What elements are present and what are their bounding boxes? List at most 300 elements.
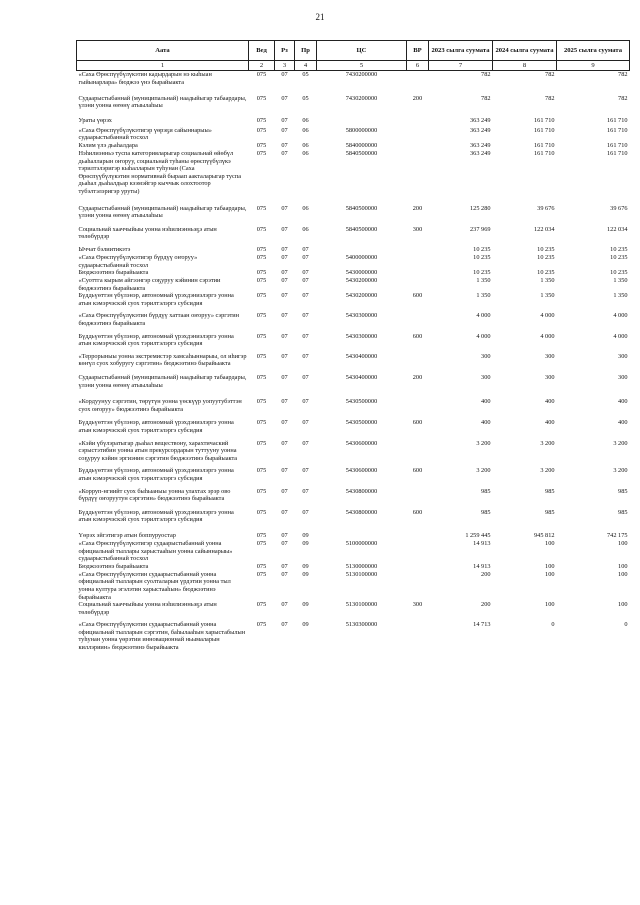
- column-number: 1: [77, 61, 249, 71]
- row-2023-cell: 10 235: [473, 245, 491, 253]
- table-row: [77, 532, 630, 540]
- row-name-cell: «Саха Өрөспүүбүлүкэтигэр судаарыстыбаннай уонна официальнай тыллары харыстааһын уонна сайыннарыы» судаарыстыбаннай тосхол: [78, 539, 233, 563]
- budget-table: [76, 40, 630, 652]
- header-vr: ВР: [407, 41, 429, 61]
- row-vr-cell: [407, 71, 429, 95]
- row-2023-cell: 10 235: [473, 269, 491, 277]
- row-name-cell: Бүддьүөттэн үбүлэнэр, автономнай үрэхдэниэлэргэ уонна атын кэмэрчэскэй суох тэрилтэлэргэ субсидия: [78, 508, 234, 524]
- row-ved-cell: 075: [256, 352, 267, 360]
- row-2024-cell: 3 200: [540, 467, 555, 475]
- row-cs-cell: 5430300000: [345, 332, 378, 340]
- row-2024-cell: 161 710: [534, 149, 555, 157]
- column-number: 2: [249, 61, 275, 71]
- row-name-cell: Бюджэээтинэ бырайыакта: [78, 562, 149, 570]
- row-rz-cell: 07: [281, 312, 288, 320]
- row-2025-cell: 300: [618, 352, 628, 360]
- table-row: [77, 621, 630, 651]
- row-2025-cell: 10 235: [610, 253, 628, 261]
- row-2024-cell: 0: [551, 621, 555, 629]
- header-ved: Вед: [249, 41, 275, 61]
- table-row: [77, 571, 630, 601]
- row-2025-cell: 985: [618, 487, 628, 495]
- row-2025-cell: 161 710: [607, 126, 628, 134]
- table-row: [77, 142, 630, 150]
- column-number: 8: [493, 61, 557, 71]
- row-2024-cell: 300: [545, 374, 555, 382]
- row-2024-cell: 400: [545, 398, 555, 406]
- row-cs-cell: 5100000000: [345, 539, 378, 547]
- row-2025-cell: 39 676: [610, 204, 628, 212]
- row-name-cell: Бүддьүөттэн үбүлэнэр, автономнай үрэхдэниэлэргэ уонна атын кэмэрчэскэй суох тэрилтэлэргэ субсидия: [78, 419, 234, 434]
- table-row: [77, 254, 630, 269]
- row-2024-cell: 100: [545, 570, 555, 578]
- row-2024-cell: 985: [545, 508, 555, 516]
- row-rz-cell: 07: [281, 601, 288, 609]
- row-2024-cell: 100: [545, 601, 555, 609]
- row-2024-cell: 782: [545, 94, 555, 102]
- row-2023-cell: 985: [481, 487, 491, 495]
- row-pr-cell: 09: [302, 570, 309, 578]
- row-rz-cell: 07: [281, 352, 288, 360]
- row-rz-cell: 07: [281, 531, 288, 539]
- table-row: [77, 292, 630, 312]
- row-2023-cell: 4 000: [476, 332, 491, 340]
- row-name-cell: Бүддьүөттэн үбүлэнэр, автономнай үрэхдэниэлэргэ уонна атын кэмэрчэскэй суох тэрилтэлэргэ субсидия: [78, 467, 234, 482]
- row-2025-cell: 4 000: [613, 332, 628, 340]
- row-2025-cell: 782: [618, 71, 628, 79]
- row-rz-cell: 07: [281, 487, 288, 495]
- table-row: [77, 226, 630, 246]
- row-pr-cell: 05: [302, 71, 309, 79]
- row-ved-cell: 075: [256, 332, 267, 340]
- row-pr-cell: 07: [302, 269, 309, 277]
- row-cs-cell: 5130100000: [345, 601, 378, 609]
- row-ved-cell: 075: [256, 116, 267, 124]
- row-2023-cell: 1 350: [476, 292, 491, 300]
- row-2024-cell: 39 676: [537, 204, 555, 212]
- row-name-cell: «Кэйи үбүлэратыгар дьаһал веществону, харахтичаский сэрыстэтибин уонна атын прекурсордарын туттууну уонна соҕуруу кэйин эргиэнин сэргэтин бюджээтинэ бырайыакта: [78, 439, 238, 462]
- row-rz-cell: 07: [281, 419, 288, 427]
- row-2025-cell: 10 235: [610, 245, 628, 253]
- row-ved-cell: 075: [256, 562, 267, 570]
- row-ved-cell: 075: [256, 487, 267, 495]
- column-number: 5: [317, 61, 407, 71]
- row-vr-cell: [407, 150, 429, 205]
- row-cs-cell: 5430600000: [345, 467, 378, 475]
- row-pr-cell: 07: [302, 312, 309, 320]
- row-name-cell: «Саха Өрөспүүбүлүкэтин кадырдарын нэ кыһыан гыйынарлара» бюджээ үнэ бырайыакта: [78, 71, 212, 86]
- table-row: [77, 277, 630, 292]
- row-pr-cell: 07: [302, 439, 309, 447]
- row-2024-cell: 4 000: [540, 332, 555, 340]
- row-ved-cell: 075: [256, 225, 267, 233]
- row-vr-cell: 600: [412, 332, 423, 340]
- row-pr-cell: 07: [302, 398, 309, 406]
- row-rz-cell: 07: [281, 204, 288, 212]
- row-name-cell: «Саха Өрөспүүбүлүкэтин судаарыстыбаннай уонна официальнай тылларын сэргэтин, баһылааһын харыстабылын туһунан уонна үөрэтии инновационнай ньымаларын киллэриин» бюджээтинэ бырайыакта: [78, 621, 246, 652]
- row-pr-cell: 07: [302, 374, 309, 382]
- row-name-cell: «Корруп-нгиийт суох быһыаныы уонна улахтах эрэр ово бүрдүү оҥоруутун сэргэтин» бюджээтинэ бырайыакта: [78, 487, 231, 503]
- row-cs-cell: [317, 532, 407, 540]
- row-cs-cell: 7430200000: [345, 94, 378, 102]
- row-cs-cell: 5400000000: [345, 253, 378, 261]
- row-rz-cell: 07: [281, 508, 288, 516]
- row-rz-cell: 07: [281, 126, 288, 134]
- row-rz-cell: 07: [281, 149, 288, 157]
- row-pr-cell: 07: [302, 508, 309, 516]
- row-2025-cell: 100: [618, 570, 628, 578]
- row-pr-cell: 09: [302, 539, 309, 547]
- table-row: [77, 95, 630, 117]
- row-vr-cell: 600: [412, 292, 423, 300]
- row-2024-cell: 1 350: [540, 277, 555, 285]
- row-rz-cell: 07: [281, 245, 288, 253]
- header-2025: 2025 сылга суумата: [557, 41, 630, 61]
- row-ved-cell: 075: [256, 539, 267, 547]
- row-2024-cell: 161 710: [534, 141, 555, 149]
- table-row: [77, 127, 630, 142]
- row-2025-cell: 10 235: [610, 269, 628, 277]
- row-2023-cell: 985: [481, 508, 491, 516]
- row-ved-cell: 075: [256, 149, 267, 157]
- row-2024-cell: 10 235: [537, 253, 555, 261]
- row-2024-cell: 100: [545, 539, 555, 547]
- row-vr-cell: [407, 246, 429, 254]
- row-rz-cell: 07: [281, 332, 288, 340]
- table-row: [77, 563, 630, 571]
- row-cs-cell: 5430800000: [345, 508, 378, 516]
- row-ved-cell: 075: [256, 141, 267, 149]
- row-ved-cell: 075: [256, 292, 267, 300]
- row-rz-cell: 07: [281, 116, 288, 124]
- row-cs-cell: [317, 117, 407, 127]
- row-ved-cell: 075: [256, 508, 267, 516]
- row-cs-cell: 5430000000: [345, 269, 378, 277]
- row-pr-cell: 06: [302, 204, 309, 212]
- row-2023-cell: 400: [481, 419, 491, 427]
- row-ved-cell: 075: [256, 621, 267, 629]
- row-vr-cell: [407, 353, 429, 374]
- row-cs-cell: 7430200000: [345, 71, 378, 79]
- row-cs-cell: 5430500000: [345, 419, 378, 427]
- row-vr-cell: [407, 571, 429, 601]
- row-cs-cell: 5430800000: [345, 487, 378, 495]
- row-ved-cell: 075: [256, 601, 267, 609]
- table-row: [77, 117, 630, 127]
- row-2023-cell: 4 000: [476, 312, 491, 320]
- row-ved-cell: 075: [256, 398, 267, 406]
- row-vr-cell: 300: [412, 601, 423, 609]
- table-row: [77, 150, 630, 205]
- column-number: 4: [295, 61, 317, 71]
- row-ved-cell: 075: [256, 531, 267, 539]
- row-vr-cell: 300: [412, 225, 423, 233]
- row-name-cell: «Кордуунуу сэргэтин, төрүтүн уонна үөскүүр уопуутубэттэн суох оҥоруу» бюджээтинэ бырайыакта: [78, 398, 242, 413]
- row-2024-cell: 400: [545, 419, 555, 427]
- row-pr-cell: 07: [302, 277, 309, 285]
- row-2023-cell: 1 350: [476, 277, 491, 285]
- row-vr-cell: 200: [412, 94, 423, 102]
- row-rz-cell: 07: [281, 374, 288, 382]
- row-cs-cell: 5430200000: [345, 292, 378, 300]
- table-row: [77, 246, 630, 254]
- row-2023-cell: 400: [481, 398, 491, 406]
- row-ved-cell: 075: [256, 253, 267, 261]
- row-2025-cell: 4 000: [613, 312, 628, 320]
- row-2023-cell: 1 259 445: [465, 531, 491, 539]
- table-row: [77, 353, 630, 374]
- row-2025-cell: 100: [618, 539, 628, 547]
- row-vr-cell: [407, 312, 429, 332]
- row-2025-cell: 985: [618, 508, 628, 516]
- row-name-cell: «Террорыныы уонна экстремистэр хамсаһыннарыы, ол иһигэр көҥүл суох хобуругу сэргэтин» бюджээтинэ бырайыакта: [78, 352, 247, 368]
- row-rz-cell: 07: [281, 539, 288, 547]
- row-2023-cell: 782: [481, 94, 491, 102]
- row-cs-cell: 5130300000: [345, 621, 378, 629]
- row-name-cell: Социальнай хааччыйыы уонна нэһилиэнньэҕэ атын төлөбүрдэр: [78, 225, 217, 241]
- row-rz-cell: 07: [281, 71, 288, 79]
- row-rz-cell: 07: [281, 467, 288, 475]
- table-row: [77, 509, 630, 532]
- row-name-cell: Бүддьүөттэн үбүлэнэр, автономнай үрэхдэниэлэргэ уонна атын кэмэрчэскэй суох тэрилтэлэргэ субсидия: [78, 292, 234, 307]
- row-vr-cell: 600: [412, 467, 423, 475]
- row-2025-cell: 400: [618, 419, 628, 427]
- row-name-cell: Судаарыстыбаннай (муниципальнай) наадыйыгар табаардары, үлэни уонна өҥөнү атыылаһыы: [78, 374, 247, 389]
- row-2023-cell: 363 249: [470, 126, 491, 134]
- row-cs-cell: 5430400000: [345, 352, 378, 360]
- row-cs-cell: 5840000000: [345, 141, 378, 149]
- row-ved-cell: 075: [256, 269, 267, 277]
- row-ved-cell: 075: [256, 277, 267, 285]
- row-ved-cell: 075: [256, 439, 267, 447]
- header-cs: ЦС: [317, 41, 407, 61]
- row-pr-cell: 05: [302, 94, 309, 102]
- row-2023-cell: 3 200: [476, 467, 491, 475]
- row-pr-cell: 07: [302, 332, 309, 340]
- row-2025-cell: 122 034: [607, 225, 628, 233]
- row-2025-cell: 782: [618, 94, 628, 102]
- row-pr-cell: 06: [302, 141, 309, 149]
- row-2023-cell: 125 280: [470, 204, 491, 212]
- row-pr-cell: 07: [302, 467, 309, 475]
- row-cs-cell: 5840500000: [345, 225, 378, 233]
- row-2024-cell: 161 710: [534, 116, 555, 124]
- header-rz: Рз: [275, 41, 295, 61]
- row-ved-cell: 075: [256, 204, 267, 212]
- row-pr-cell: 06: [302, 149, 309, 157]
- table-row: [77, 269, 630, 277]
- row-name-cell: «Саха Өрөспүүбүлүкэтигэр үөрэҕи сайыннарыы» судаарыстыбаннай тосхол: [78, 126, 212, 142]
- column-number: 9: [557, 61, 630, 71]
- row-2024-cell: 945 812: [534, 531, 555, 539]
- row-2023-cell: 300: [481, 352, 491, 360]
- row-2023-cell: 14 913: [473, 562, 491, 570]
- row-name-cell: Ыччат бэлиитикэтэ: [78, 245, 131, 253]
- row-rz-cell: 07: [281, 225, 288, 233]
- row-rz-cell: 07: [281, 562, 288, 570]
- page-number: 21: [315, 12, 325, 22]
- table-row: [77, 312, 630, 332]
- row-name-cell: Кэлим үлэ дьаһалдара: [78, 141, 138, 149]
- table-row: [77, 398, 630, 419]
- row-ved-cell: 075: [256, 467, 267, 475]
- row-ved-cell: 075: [256, 570, 267, 578]
- row-2025-cell: 161 710: [607, 149, 628, 157]
- row-cs-cell: 5840500000: [345, 149, 378, 157]
- row-2023-cell: 782: [481, 71, 491, 79]
- row-cs-cell: 5430300000: [345, 312, 378, 320]
- table-row: [77, 374, 630, 398]
- row-vr-cell: [407, 532, 429, 540]
- row-ved-cell: 075: [256, 419, 267, 427]
- row-cs-cell: 5800000000: [345, 126, 378, 134]
- row-2023-cell: 237 969: [470, 225, 491, 233]
- row-ved-cell: 075: [256, 374, 267, 382]
- row-name-cell: «Суоттга кырым айгээнгэр соҕуруу кэйинин сэрэтии бюджээтинэ бырайыакта: [78, 277, 221, 292]
- column-number: 6: [407, 61, 429, 71]
- row-pr-cell: 07: [302, 292, 309, 300]
- row-name-cell: «Саха Өрөспүүбүлүкэтин судаарыстыбаннай уонна официальнай тылларын суолталарын үрдэтии уонна тыл уонна култура эгэлэтин харыстааһын» бюджээтинэ бырайыакта: [78, 570, 231, 601]
- row-ved-cell: 075: [256, 94, 267, 102]
- row-2024-cell: 4 000: [540, 312, 555, 320]
- row-vr-cell: 200: [412, 374, 423, 382]
- row-pr-cell: 07: [302, 419, 309, 427]
- row-cs-cell: 5430600000: [345, 439, 378, 447]
- row-2024-cell: 300: [545, 352, 555, 360]
- row-2025-cell: 400: [618, 398, 628, 406]
- column-number: 3: [275, 61, 295, 71]
- row-2024-cell: 3 200: [540, 439, 555, 447]
- row-rz-cell: 07: [281, 570, 288, 578]
- row-2024-cell: 10 235: [537, 269, 555, 277]
- table-row: [77, 601, 630, 621]
- table-row: [77, 419, 630, 439]
- row-vr-cell: [407, 254, 429, 269]
- row-vr-cell: [407, 621, 429, 651]
- row-vr-cell: 200: [412, 204, 423, 212]
- row-vr-cell: [407, 488, 429, 509]
- row-name-cell: Ураты үөрэх: [78, 116, 112, 124]
- row-ved-cell: 075: [256, 126, 267, 134]
- row-2025-cell: 161 710: [607, 141, 628, 149]
- row-rz-cell: 07: [281, 253, 288, 261]
- table-header-row: [77, 41, 630, 61]
- row-2025-cell: 3 200: [613, 467, 628, 475]
- header-2024: 2024 сылга суумата: [493, 41, 557, 61]
- row-2024-cell: 161 710: [534, 126, 555, 134]
- row-vr-cell: [407, 563, 429, 571]
- table-row: [77, 333, 630, 353]
- column-number: 7: [429, 61, 493, 71]
- row-rz-cell: 07: [281, 141, 288, 149]
- row-pr-cell: 06: [302, 225, 309, 233]
- row-pr-cell: 06: [302, 116, 309, 124]
- row-cs-cell: 5130100000: [345, 570, 378, 578]
- row-2023-cell: 10 235: [473, 253, 491, 261]
- table-row: [77, 467, 630, 487]
- row-2025-cell: 161 710: [607, 116, 628, 124]
- row-ved-cell: 075: [256, 245, 267, 253]
- row-name-cell: Судаарыстыбаннай (муниципальнай) наадыйыгар табаардары, үлэни уонна өҥөнү атыылаһыы: [78, 204, 247, 220]
- table-row: [77, 488, 630, 509]
- row-2023-cell: 14 913: [473, 539, 491, 547]
- row-rz-cell: 07: [281, 439, 288, 447]
- row-vr-cell: [407, 127, 429, 142]
- table-row: [77, 71, 630, 95]
- row-2025-cell: 100: [618, 562, 628, 570]
- row-pr-cell: 07: [302, 253, 309, 261]
- row-vr-cell: [407, 269, 429, 277]
- row-cs-cell: 5430500000: [345, 398, 378, 406]
- row-vr-cell: [407, 540, 429, 563]
- row-2025-cell: 1 350: [613, 277, 628, 285]
- row-2023-cell: 14 713: [473, 621, 491, 629]
- row-pr-cell: 07: [302, 245, 309, 253]
- row-name-cell: «Саха Өрөспүүбүлүкэтигэр бүрдүү оҥоруу» судаарыстыбаннай тосхол: [78, 253, 198, 269]
- row-2024-cell: 100: [545, 562, 555, 570]
- row-pr-cell: 07: [302, 352, 309, 360]
- row-name-cell: Бүддьүөттэн үбүлэнэр, автономнай үрэхдэниэлэргэ уонна атын кэмэрчэскэй суох тэрилтэлэргэ субсидия: [78, 332, 234, 348]
- row-2023-cell: 200: [481, 601, 491, 609]
- row-2024-cell: 10 235: [537, 245, 555, 253]
- row-pr-cell: 09: [302, 531, 309, 539]
- row-rz-cell: 07: [281, 94, 288, 102]
- row-rz-cell: 07: [281, 398, 288, 406]
- row-name-cell: Судаарыстыбаннай (муниципальнай) наадыйыгар табаардары, үлэни уонна өҥөнү атыылаһыы: [78, 94, 247, 110]
- row-2024-cell: 122 034: [534, 225, 555, 233]
- row-rz-cell: 07: [281, 621, 288, 629]
- header-pr: Пр: [295, 41, 317, 61]
- row-rz-cell: 07: [281, 269, 288, 277]
- row-rz-cell: 07: [281, 277, 288, 285]
- table-row: [77, 440, 630, 468]
- row-pr-cell: 09: [302, 621, 309, 629]
- table-row: [77, 540, 630, 563]
- row-pr-cell: 06: [302, 126, 309, 134]
- header-name: Аата: [77, 41, 249, 61]
- row-2023-cell: 3 200: [476, 439, 491, 447]
- row-2025-cell: 3 200: [613, 439, 628, 447]
- row-2023-cell: 300: [481, 374, 491, 382]
- table-body: [77, 71, 630, 652]
- row-cs-cell: 5430400000: [345, 374, 378, 382]
- row-2023-cell: 363 249: [470, 149, 491, 157]
- row-2025-cell: 742 175: [607, 531, 628, 539]
- row-name-cell: «Саха Өрөспүүбүлүкэтин бүрдүү хаттаан оҥоруу» сэргэтин бюджээтинэ бырайыакта: [78, 312, 240, 328]
- row-vr-cell: 600: [412, 419, 423, 427]
- row-pr-cell: 07: [302, 487, 309, 495]
- row-vr-cell: [407, 440, 429, 468]
- row-ved-cell: 075: [256, 312, 267, 320]
- row-2023-cell: 363 249: [470, 141, 491, 149]
- row-cs-cell: 5840500000: [345, 204, 378, 212]
- row-2025-cell: 300: [618, 374, 628, 382]
- row-name-cell: Бюджэээтинэ бырайыакта: [78, 269, 149, 277]
- row-cs-cell: 5130000000: [345, 562, 378, 570]
- row-vr-cell: [407, 142, 429, 150]
- row-name-cell: Үөрэх эйгэтигэр атын боппуруостар: [78, 531, 176, 539]
- column-number-row: [77, 61, 630, 71]
- row-2024-cell: 985: [545, 487, 555, 495]
- row-vr-cell: [407, 117, 429, 127]
- row-2023-cell: 200: [481, 570, 491, 578]
- row-cs-cell: [317, 246, 407, 254]
- row-name-cell: Социальнай хааччыйыы уонна нэһилиэнньэҕэ атын төлөбүрдэр: [78, 601, 217, 616]
- row-vr-cell: 600: [412, 508, 423, 516]
- row-pr-cell: 09: [302, 601, 309, 609]
- row-2023-cell: 363 249: [470, 116, 491, 124]
- row-2024-cell: 782: [545, 71, 555, 79]
